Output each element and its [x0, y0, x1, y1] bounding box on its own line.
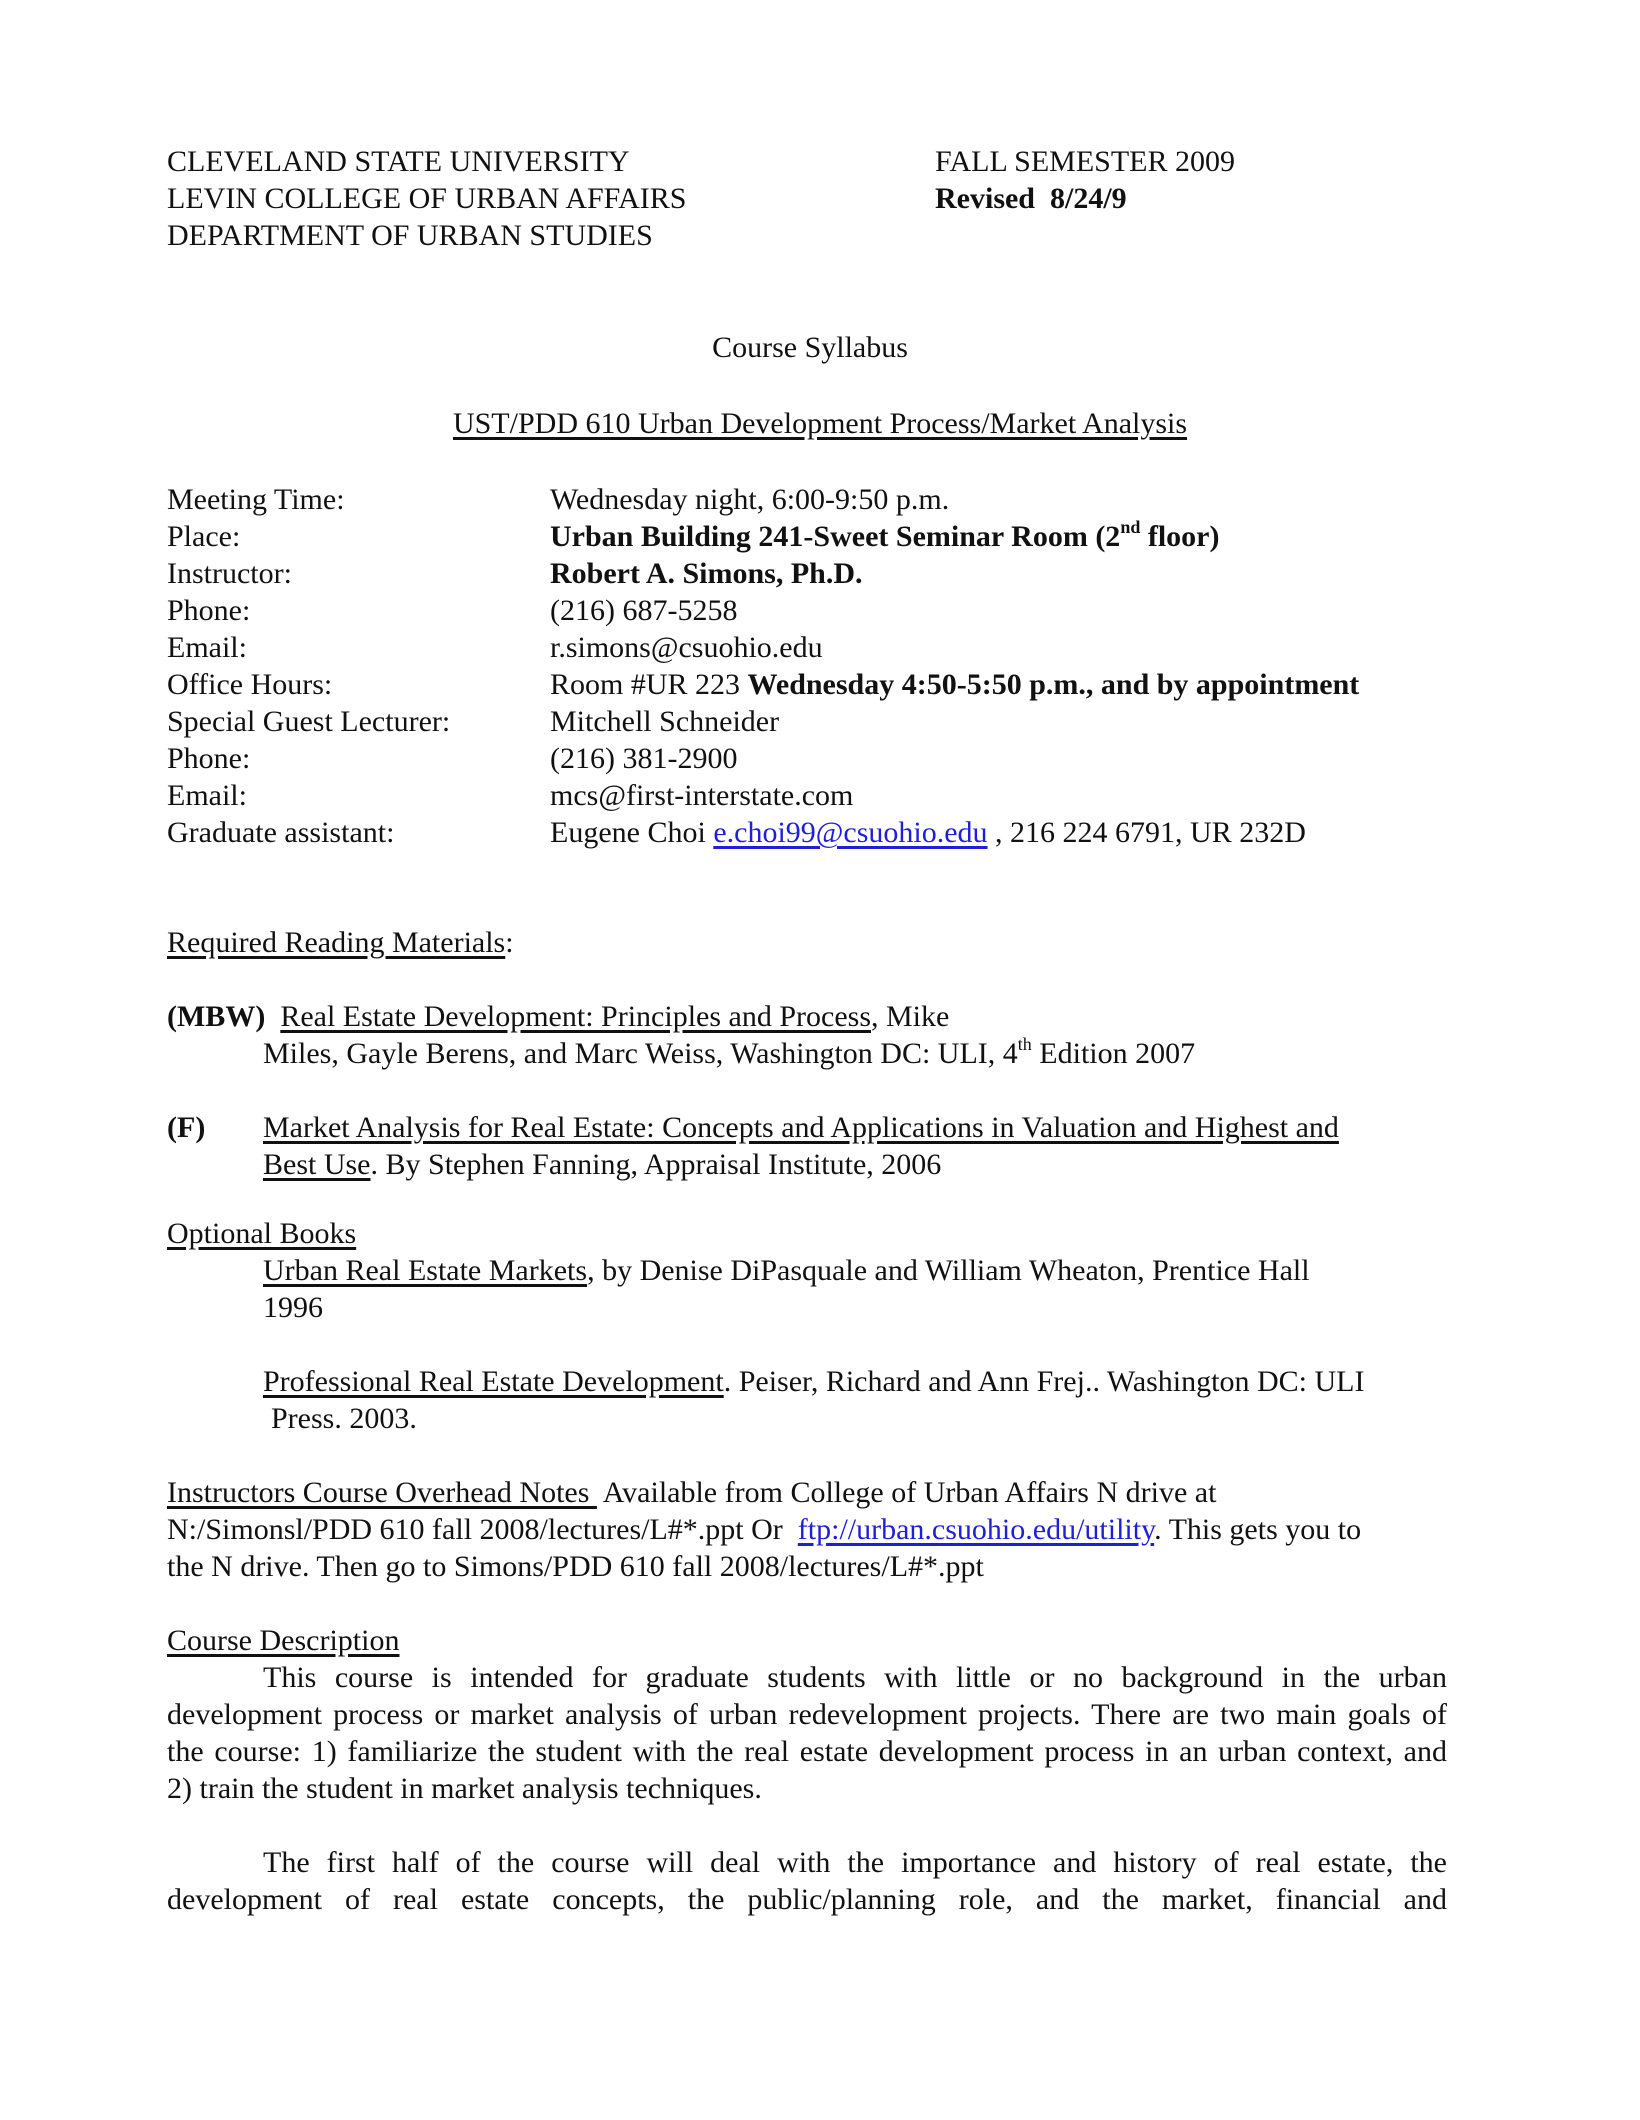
semester: FALL SEMESTER 2009	[935, 145, 1236, 178]
email-label: Email:	[167, 631, 247, 664]
institution-header	[167, 143, 686, 254]
info-row	[167, 518, 1359, 555]
optional-books-heading: Optional Books	[167, 1217, 357, 1250]
course-info-table	[167, 481, 1359, 851]
ga-name: Eugene Choi	[550, 816, 714, 849]
book1-title: Urban Real Estate Markets	[263, 1254, 588, 1287]
semester-header	[935, 143, 1235, 217]
info-row	[167, 777, 1359, 814]
guest-email-value: mcs@first-interstate.com	[550, 779, 854, 812]
description-line: This course is intended for graduate students with little or no background in the urban	[263, 1661, 1447, 1694]
office-hours-time: Wednesday 4:50-5:50 p.m., and by appointment	[747, 668, 1360, 701]
description-heading: Course Description	[167, 1624, 400, 1657]
info-row	[167, 666, 1359, 703]
guest-lecturer-value: Mitchell Schneider	[550, 705, 780, 738]
guest-phone-label: Phone:	[167, 742, 251, 775]
info-row	[167, 703, 1359, 740]
required-reading-heading	[167, 924, 514, 961]
guest-phone-value: (216) 381-2900	[550, 742, 738, 775]
place-label: Place:	[167, 520, 241, 553]
place-superscript: nd	[1120, 517, 1141, 537]
course-name-wrap	[0, 405, 1640, 442]
place-value	[550, 518, 1219, 555]
office-hours-label: Office Hours:	[167, 668, 333, 701]
required-reading-title: Required Reading Materials	[167, 926, 506, 959]
info-row	[167, 629, 1359, 666]
office-room: Room #UR 223	[550, 668, 748, 701]
mbw-publisher: Miles, Gayle Berens, and Marc Weiss, Washington DC: ULI, 4	[263, 1037, 1018, 1070]
course-notes	[167, 1474, 1361, 1585]
book2-publisher: Press. 2003.	[271, 1402, 417, 1435]
instructor-value: Robert A. Simons, Ph.D.	[550, 557, 863, 590]
document-title: Course Syllabus	[712, 331, 908, 364]
mbw-title: Real Estate Development: Principles and Process	[280, 1000, 871, 1033]
phone-value: (216) 687-5258	[550, 594, 738, 627]
revised-date: Revised 8/24/9	[935, 182, 1127, 215]
email-value: r.simons@csuohio.edu	[550, 631, 823, 664]
description-line: 2) train the student in market analysis techniques.	[167, 1772, 762, 1805]
description-line: The first half of the course will deal with the importance and history of real estate, the	[263, 1846, 1447, 1879]
office-hours-value	[550, 666, 1359, 703]
mbw-edition-sup: th	[1017, 1034, 1032, 1054]
description-line: development process or market analysis of urban redevelopment projects. There are two main goals of	[167, 1698, 1447, 1731]
place-text: Urban Building 241-Sweet Seminar Room (2	[550, 520, 1121, 553]
info-row	[167, 740, 1359, 777]
fanning-entry	[167, 1109, 1339, 1183]
notes-location: Available from College of Urban Affairs N drive at	[596, 1476, 1217, 1509]
description-line: development of real estate concepts, the public/planning role, and the market, financial and	[167, 1883, 1447, 1916]
mbw-tag: (MBW)	[167, 1000, 266, 1033]
mbw-edition: Edition 2007	[1031, 1037, 1196, 1070]
required-reading-colon: :	[505, 926, 514, 959]
meeting-time-value: Wednesday night, 6:00-9:50 p.m.	[550, 483, 950, 516]
mbw-authors: , Mike	[871, 1000, 950, 1033]
meeting-time-label: Meeting Time:	[167, 483, 345, 516]
guest-email-label: Email:	[167, 779, 247, 812]
graduate-assistant-label: Graduate assistant:	[167, 816, 395, 849]
fanning-tag: (F)	[167, 1111, 206, 1144]
info-row	[167, 592, 1359, 629]
book2-authors: . Peiser, Richard and Ann Frej.. Washington DC: ULI	[723, 1365, 1365, 1398]
info-row	[167, 481, 1359, 518]
university-name: CLEVELAND STATE UNIVERSITY	[167, 145, 630, 178]
place-text-end: floor)	[1140, 520, 1220, 553]
instructor-label: Instructor:	[167, 557, 292, 590]
description-line: the course: 1) familiarize the student with the real estate development process in an urban context, and	[167, 1735, 1447, 1768]
notes-path: N:/Simonsl/PDD 610 fall 2008/lectures/L#*.ppt Or	[167, 1513, 798, 1546]
ga-email-link[interactable]: e.choi99@csuohio.edu	[713, 816, 988, 849]
guest-lecturer-label: Special Guest Lecturer:	[167, 705, 451, 738]
fanning-publisher: . By Stephen Fanning, Appraisal Institute, 2006	[370, 1148, 942, 1181]
course-name: UST/PDD 610 Urban Development Process/Market Analysis	[452, 407, 1188, 440]
mbw-entry	[167, 998, 1195, 1072]
phone-label: Phone:	[167, 594, 251, 627]
notes-path-2: the N drive. Then go to Simons/PDD 610 fall 2008/lectures/L#*.ppt	[167, 1550, 984, 1583]
course-description	[167, 1622, 1447, 1918]
notes-ftp-hint: . This gets you to	[1154, 1513, 1362, 1546]
fanning-title: Market Analysis for Real Estate: Concepts and Applications in Valuation and Highest and	[263, 1111, 1339, 1144]
book1-authors: , by Denise DiPasquale and William Wheaton, Prentice Hall	[587, 1254, 1310, 1287]
college-name: LEVIN COLLEGE OF URBAN AFFAIRS	[167, 182, 687, 215]
notes-heading: Instructors Course Overhead Notes	[167, 1476, 597, 1509]
book1-year: 1996	[263, 1291, 323, 1324]
info-row	[167, 555, 1359, 592]
fanning-title-end: Best Use	[263, 1148, 371, 1181]
book2-entry	[167, 1363, 1364, 1437]
department-name: DEPARTMENT OF URBAN STUDIES	[167, 219, 653, 252]
info-row	[167, 814, 1359, 851]
graduate-assistant-value	[550, 814, 1306, 851]
book2-title: Professional Real Estate Development	[263, 1365, 724, 1398]
optional-books	[167, 1215, 1310, 1326]
ga-contact: , 216 224 6791, UR 232D	[987, 816, 1306, 849]
ftp-link[interactable]: ftp://urban.csuohio.edu/utility	[797, 1513, 1155, 1546]
